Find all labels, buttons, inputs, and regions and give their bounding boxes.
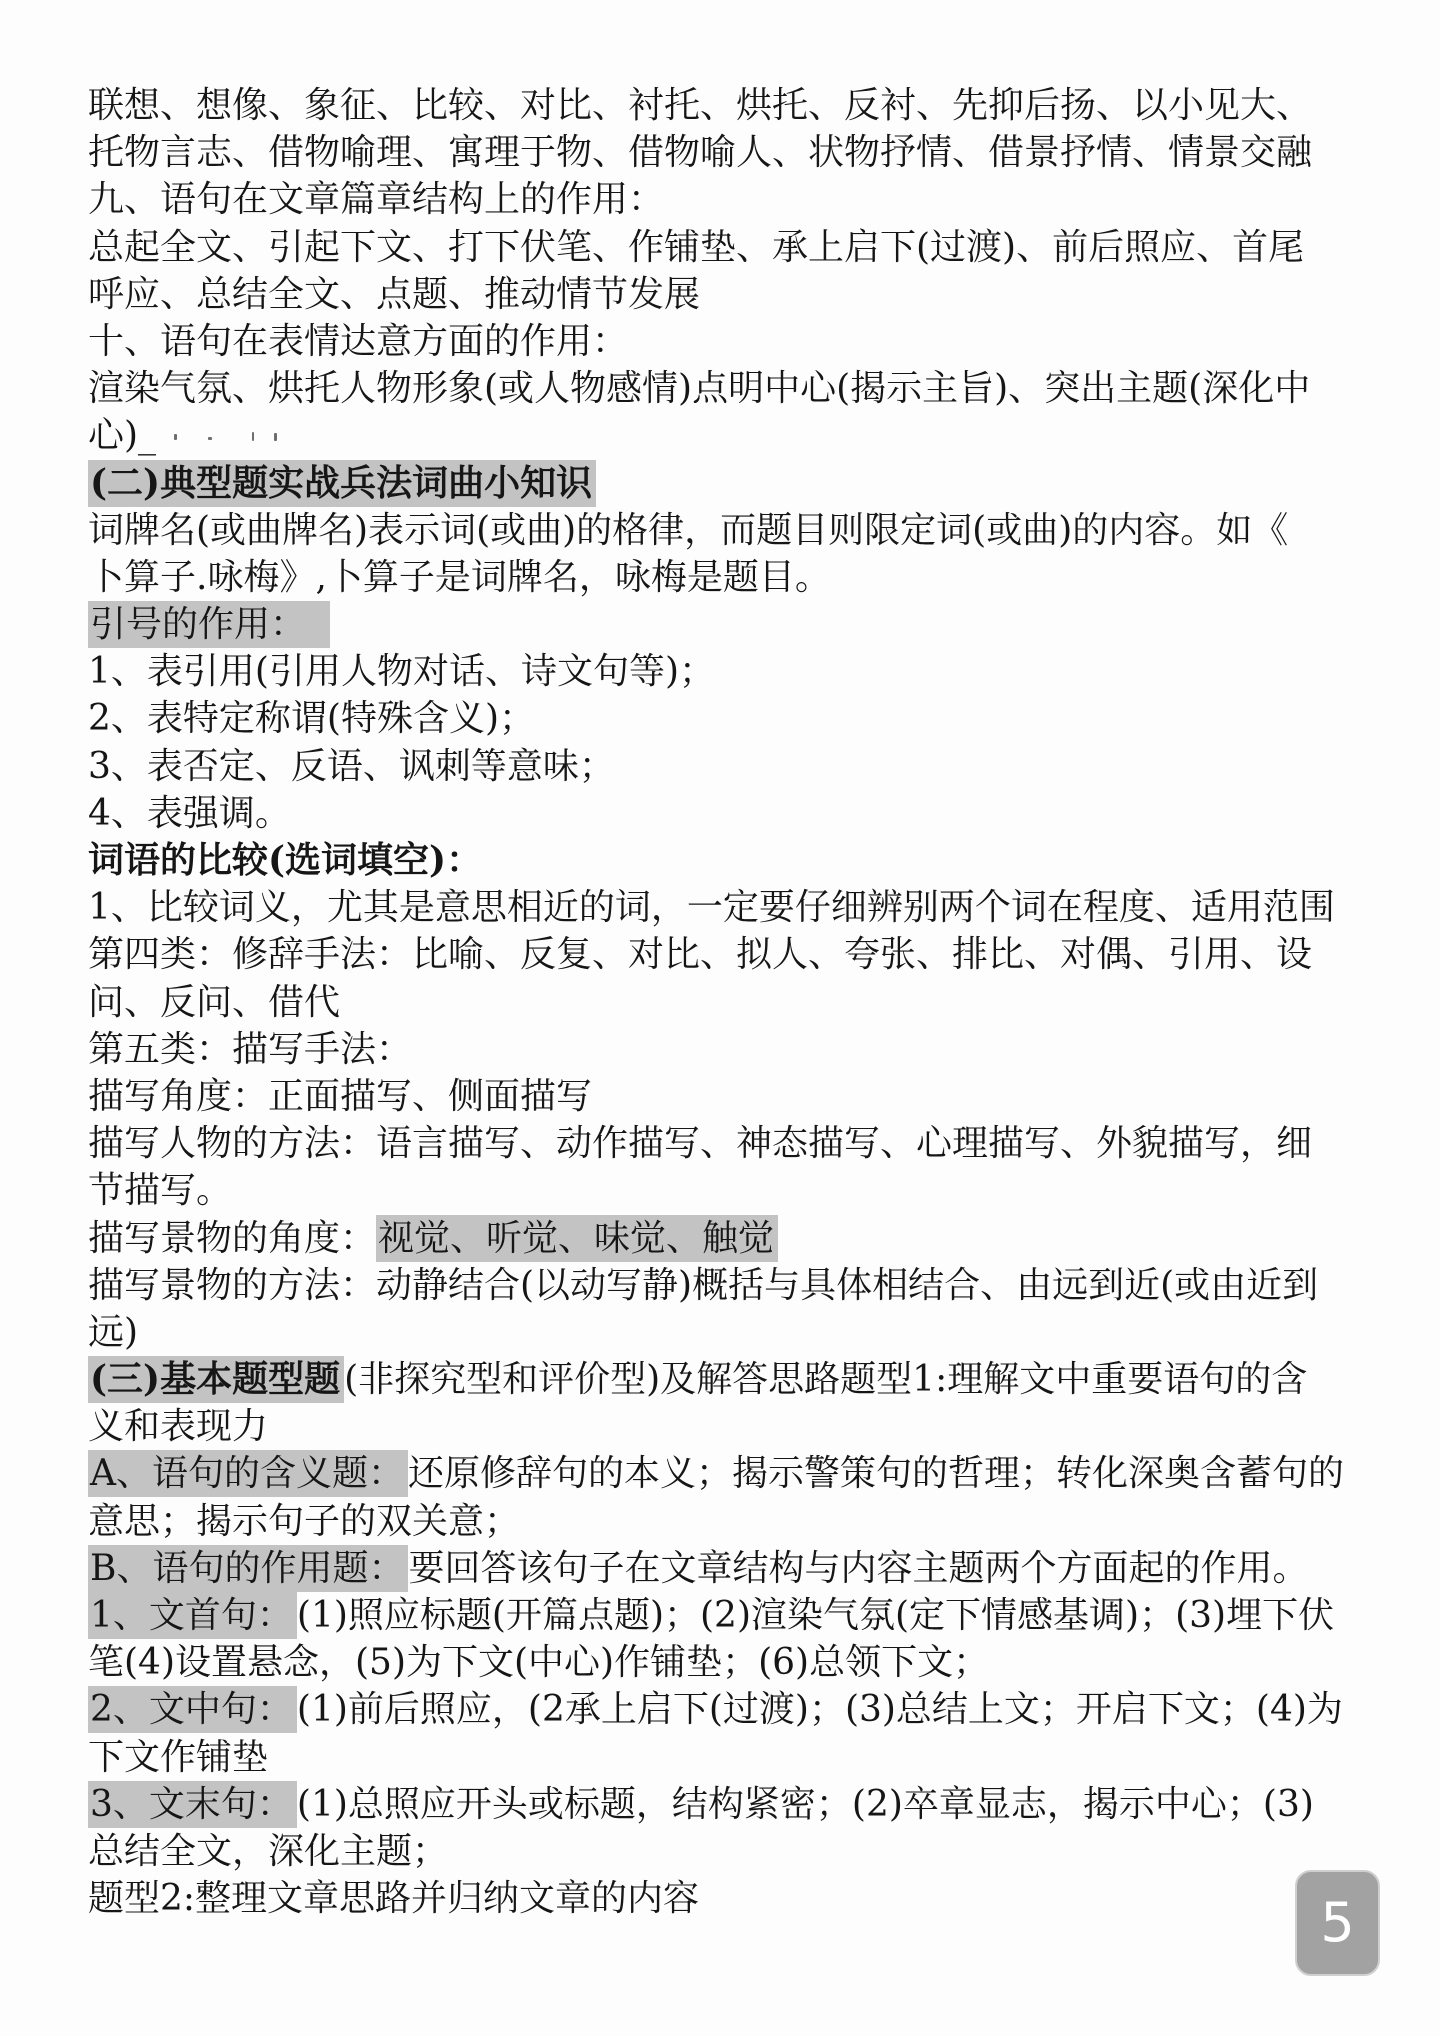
section-9-line: 总起全文、引起下文、打下伏笔、作铺垫、承上启下(过渡)、前后照应、首尾 [88,226,1305,268]
cipai-note-line: 词牌名(或曲牌名)表示词(或曲)的格律，而题目则限定词(或曲)的内容。如《 [88,509,1289,551]
techniques-line: 托物言志、借物喻理、寓理于物、借物喻人、状物抒情、借景抒情、情景交融 [88,132,1313,174]
position-end-label: 3、文末句： [88,1781,297,1828]
rhetoric-line: 问、反问、借代 [88,981,341,1023]
description-heading: 第五类：描写手法： [88,1028,413,1070]
description-angle: 描写角度：正面描写、侧面描写 [88,1075,593,1117]
scene-methods-line: 远) [88,1311,139,1353]
quotes-item: 4、表强调。 [88,792,291,834]
quotes-item: 3、表否定、反语、讽刺等意味； [88,745,615,787]
scene-angle-value: 视觉、听觉、味觉、触觉 [376,1215,778,1262]
rhetoric-line: 第四类：修辞手法：比喻、反复、对比、拟人、夸张、排比、对偶、引用、设 [88,934,1313,976]
word-compare-heading: 词语的比较(选词填空)： [88,839,483,881]
quotes-item: 1、表引用(引用人物对话、诗文句等)； [88,651,715,693]
section-9-heading: 九、语句在文章篇章结构上的作用： [88,179,665,221]
position-middle-line [88,1686,1408,1733]
part-2-heading: (二)典型题实战兵法词曲小知识 [88,460,596,507]
scene-methods-line: 描写景物的方法：动静结合(以动写静)概括与具体相结合、由远到近(或由近到 [88,1264,1319,1306]
part-3-heading-cont: 义和表现力 [88,1406,269,1448]
type-b-line [88,1545,1408,1592]
type-a-text: 还原修辞句的本义；揭示警策句的哲理；转化深奥含蓄句的 [408,1453,1345,1495]
character-methods-line: 描写人物的方法：语言描写、动作描写、神态描写、心理描写、外貌描写，细 [88,1123,1313,1165]
section-10-heading: 十、语句在表情达意方面的作用： [88,320,629,362]
quotes-heading-line [88,601,1408,648]
type-a-cont: 意思；揭示句子的双关意； [88,1500,521,1542]
position-middle-cont: 下文作铺垫 [88,1736,269,1778]
type-b-label: B、语句的作用题： [88,1545,408,1592]
scene-angle-line [88,1215,1408,1262]
quotes-heading: 引号的作用： [88,601,330,648]
position-end-cont: 总结全文，深化主题； [88,1830,449,1872]
page-number: 5 [1320,1891,1355,1954]
character-methods-line: 节描写。 [88,1170,233,1212]
section-10-line-text: 心)_ [88,415,157,457]
position-end-text: (1)总照应开头或标题，结构紧密；(2)卒章显志，揭示中心；(3) [296,1783,1314,1825]
document-body [88,82,1408,1922]
position-first-text: (1)照应标题(开篇点题)；(2)渲染气氛(定下情感基调)；(3)埋下伏 [296,1595,1335,1636]
scan-smudge [156,428,306,448]
section-10-line-cont [88,412,1408,459]
position-first-label: 1、文首句： [88,1592,297,1639]
position-middle-text: (1)前后照应，(2承上启下(过渡)；(3)总结上文；开启下文；(4)为 [296,1689,1343,1731]
part-3-heading-line [88,1356,1408,1403]
section-10-line: 渲染气氛、烘托人物形象(或人物感情)点明中心(揭示主旨)、突出主题(深化中 [88,368,1311,410]
techniques-line: 联想、想像、象征、比较、对比、衬托、烘托、反衬、先抑后扬、以小见大、 [88,85,1313,126]
part-3-heading: (三)基本题型题 [88,1356,344,1403]
position-first-line [88,1592,1408,1639]
section-9-line: 呼应、总结全文、点题、推动情节发展 [88,273,701,315]
page-number-badge [1295,1870,1380,1976]
type-2-line: 题型2:整理文章思路并归纳文章的内容 [88,1878,700,1920]
type-b-text: 要回答该句子在文章结构与内容主题两个方面起的作用。 [408,1547,1309,1589]
word-compare-line: 1、比较词义，尤其是意思相近的词，一定要仔细辨别两个词在程度、适用范围 [88,887,1335,929]
position-middle-label: 2、文中句： [88,1686,297,1733]
scene-angle-label: 描写景物的角度： [88,1217,377,1259]
type-a-line [88,1450,1408,1497]
part-2-heading-line [88,460,1408,507]
part-3-heading-rest: (非探究型和评价型)及解答思路题型1:理解文中重要语句的含 [344,1359,1308,1401]
type-a-label: A、语句的含义题： [88,1450,408,1497]
quotes-item: 2、表特定称谓(特殊含义)； [88,698,535,740]
cipai-note-line: 卜算子.咏梅》,卜算子是词牌名，咏梅是题目。 [88,556,831,598]
position-end-line [88,1781,1408,1828]
position-first-cont: 笔(4)设置悬念，(5)为下文(中心)作铺垫；(6)总领下文； [88,1642,990,1684]
